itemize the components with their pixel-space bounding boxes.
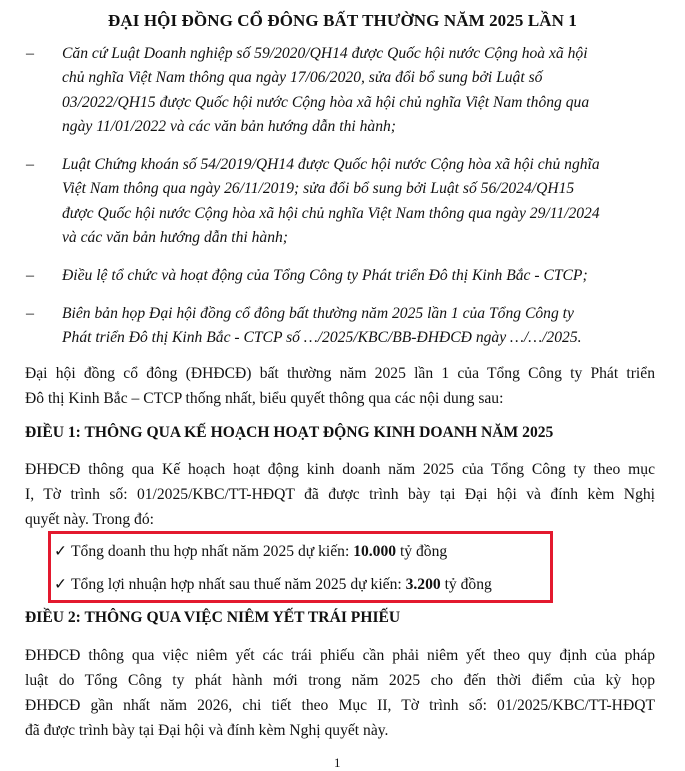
text-line: 03/2022/QH15 được Quốc hội nước Cộng hòa xã hội chủ nghĩa Việt Nam thông qua (62, 93, 590, 111)
bullet-dash: – (26, 305, 34, 322)
text-line: Căn cứ Luật Doanh nghiệp số 59/2020/QH14 được Quốc hội nước Cộng hoà xã hội (62, 45, 588, 62)
text-line: I, Tờ trình số: 01/2025/KBC/TT-HĐQT đã được trình bày tại Đại hội và đính kèm Nghị (25, 486, 655, 503)
text-line: đã được trình bày tại Đại hội và đính kèm Nghị quyết này. (25, 722, 389, 739)
text-line: Luật Chứng khoán số 54/2019/QH14 được Quốc hội nước Cộng hòa xã hội chủ nghĩa (62, 156, 600, 173)
text-line: ĐHĐCĐ thông qua việc niêm yết các trái phiếu cần phải niêm yết theo quy định của pháp (25, 647, 655, 664)
text-line: được Quốc hội nước Cộng hòa xã hội chủ nghĩa Việt Nam thông qua ngày 29/11/2024 (62, 204, 600, 222)
check-icon: ✓ (54, 576, 68, 593)
text-line: Biên bản họp Đại hội đồng cổ đông bất thường năm 2025 lần 1 của Tổng Công ty (62, 305, 574, 322)
article-1-heading: ĐIỀU 1: THÔNG QUA KẾ HOẠCH HOẠT ĐỘNG KINH DOANH NĂM 2025 (25, 424, 554, 441)
page-number: 1 (334, 755, 341, 770)
text-line: Điều lệ tổ chức và hoạt động của Tổng Công ty Phát triển Đô thị Kinh Bắc - CTCP; (62, 267, 588, 284)
profit-target (54, 573, 492, 597)
target-unit: tỷ đồng (440, 576, 492, 593)
text-line: Đô thị Kinh Bắc – CTCP thống nhất, biểu quyết thông qua các nội dung sau: (25, 390, 504, 407)
target-value: 10.000 (353, 543, 397, 560)
article-1-body (25, 457, 655, 532)
target-label: Tổng doanh thu hợp nhất năm 2025 dự kiến: (71, 543, 354, 560)
legal-basis-text (62, 264, 654, 288)
target-label: Tổng lợi nhuận hợp nhất sau thuế năm 2025 dự kiến: (71, 576, 406, 593)
article-2-heading: ĐIỀU 2: THÔNG QUA VIỆC NIÊM YẾT TRÁI PHIẾU (25, 609, 401, 626)
bullet-dash: – (26, 267, 34, 284)
text-line: Đại hội đồng cổ đông (ĐHĐCĐ) bất thường năm 2025 lần 1 của Tổng Công ty Phát triển (25, 365, 655, 382)
text-line: chủ nghĩa Việt Nam thông qua ngày 17/06/2020, sửa đổi bổ sung bởi Luật số (62, 69, 543, 87)
bullet-dash: – (26, 45, 34, 62)
legal-basis-text (62, 42, 654, 139)
text-line: Việt Nam thông qua ngày 26/11/2019; sửa đổi bổ sung bởi Luật số 56/2024/QH15 (62, 180, 575, 198)
legal-basis-text (62, 302, 654, 351)
intro-paragraph (25, 361, 655, 411)
document-title: ĐẠI HỘI ĐỒNG CỔ ĐÔNG BẤT THƯỜNG NĂM 2025 LẦN 1 (108, 11, 577, 30)
check-icon: ✓ (54, 543, 68, 560)
target-value: 3.200 (405, 576, 441, 593)
text-line: luật do Tổng Công ty phát hành mới trong năm 2025 cho đến thời điểm của kỳ họp (25, 672, 655, 689)
target-unit: tỷ đồng (396, 543, 448, 560)
text-line: ngày 11/01/2022 và các văn bản hướng dẫn thi hành; (62, 117, 396, 135)
text-line: ĐHĐCĐ gần nhất năm 2026, chi tiết theo Mục II, Tờ trình số: 01/2025/KBC/TT-HĐQT (25, 697, 655, 714)
bullet-dash: – (26, 156, 34, 173)
revenue-target (54, 540, 447, 564)
article-2-body (25, 643, 655, 743)
text-line: và các văn bản hướng dẫn thi hành; (62, 228, 289, 246)
legal-basis-text (62, 153, 654, 250)
text-line: ĐHĐCĐ thông qua Kế hoạch hoạt động kinh doanh năm 2025 của Tổng Công ty theo mục (25, 461, 655, 478)
text-line: quyết này. Trong đó: (25, 511, 154, 528)
text-line: Phát triển Đô thị Kinh Bắc - CTCP số …/2025/KBC/BB-ĐHĐCĐ ngày …/…/2025. (62, 329, 582, 347)
